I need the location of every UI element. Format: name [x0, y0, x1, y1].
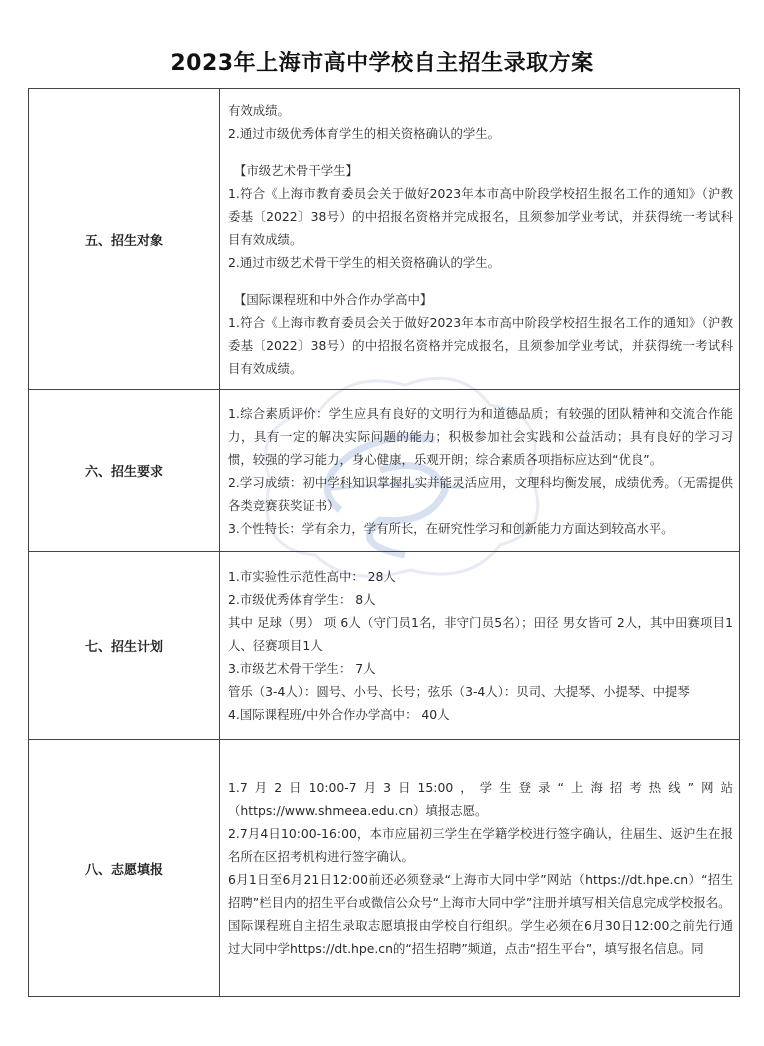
table-row	[29, 89, 740, 390]
content-line: 6月1日至6月21日12:00前还必须登录“上海市大同中学”网站（https://dt.hpe.cn）“招生招聘”栏目内的招生平台或微信公众号“上海市大同中学”注册并填写相关信息完成学校报名。	[228, 872, 733, 910]
content-line: 1.符合《上海市教育委员会关于做好2023年本市高中阶段学校招生报名工作的通知》（沪教委基〔2022〕38号）的中招报名资格并完成报名，且须参加学业考试，并获得统一考试科目有效成绩。	[228, 314, 733, 376]
content-line: 其中 足球（男） 项 6人（守门员1名，非守门员5名）；田径 男女皆可 2人，其中田赛项目1人、径赛项目1人	[228, 615, 733, 653]
section-content	[220, 89, 740, 390]
content-line: 2.市级优秀体育学生： 8人	[228, 592, 376, 607]
content-line: 2.通过市级优秀体育学生的相关资格确认的学生。	[228, 125, 501, 141]
content-line: 1.符合《上海市教育委员会关于做好2023年本市高中阶段学校招生报名工作的通知》（沪教委基〔2022〕38号）的中招报名资格并完成报名，且须参加学业考试，并获得统一考试科目有效成绩。	[228, 185, 733, 247]
table-row	[29, 552, 740, 740]
content-line: 3.市级艺术骨干学生： 7人	[228, 661, 376, 676]
section-label: 六、招生要求	[29, 390, 220, 552]
content-line: 4.国际课程班/中外合作办学高中： 40人	[228, 707, 450, 722]
content-heading: 【国际课程班和中外合作办学高中】	[234, 291, 433, 307]
section-content	[220, 740, 740, 997]
admission-table	[28, 88, 740, 997]
content-heading: 【市级艺术骨干学生】	[234, 162, 358, 178]
section-content	[220, 390, 740, 552]
content-line: 1.市实验性示范性高中： 28人	[228, 569, 396, 584]
content-line: 2.通过市级艺术骨干学生的相关资格确认的学生。	[228, 254, 501, 270]
content-line: 1.综合素质评价：学生应具有良好的文明行为和道德品质；有较强的团队精神和交流合作能力，具有一定的解决实际问题的能力；积极参加社会实践和公益活动；具有良好的学习习惯，较强的学习能力，身心健康，乐观开朗；综合素质各项指标应达到“优良”。	[228, 405, 733, 467]
content-line: 3.个性特长：学有余力，学有所长，在研究性学习和创新能力方面达到较高水平。	[228, 520, 674, 536]
page-title: 2023年上海市高中学校自主招生录取方案	[170, 51, 594, 76]
content-line: 2.学习成绩：初中学科知识掌握扎实并能灵活应用，文理科均衡发展，成绩优秀。（无需提供各类竞赛获奖证书）	[228, 474, 733, 513]
content-line: 有效成绩。	[228, 102, 290, 118]
table-row	[29, 740, 740, 997]
content-line: 国际课程班自主招生录取志愿填报由学校自行组织。学生必须在6月30日12:00之前先行通过大同中学https://dt.hpe.cn的“招生招聘”频道，点击“招生平台”，填写报名信息。同	[228, 918, 733, 956]
table-row	[29, 390, 740, 552]
content-line: 1.7月2日10:00-7月3日15:00，学生登录“上海招考热线”网站（https://www.shmeea.edu.cn）填报志愿。	[228, 780, 733, 818]
section-label: 五、招生对象	[29, 89, 220, 390]
section-content	[220, 552, 740, 740]
section-label: 七、招生计划	[29, 552, 220, 740]
content-line: 2.7月4日10:00-16:00，本市应届初三学生在学籍学校进行签字确认，往届生、返沪生在报名所在区招考机构进行签字确认。	[228, 826, 733, 864]
content-line: 管乐（3-4人）：圆号、小号、长号；弦乐（3-4人）：贝司、大提琴、小提琴、中提琴	[228, 684, 690, 699]
section-label: 八、志愿填报	[29, 740, 220, 997]
